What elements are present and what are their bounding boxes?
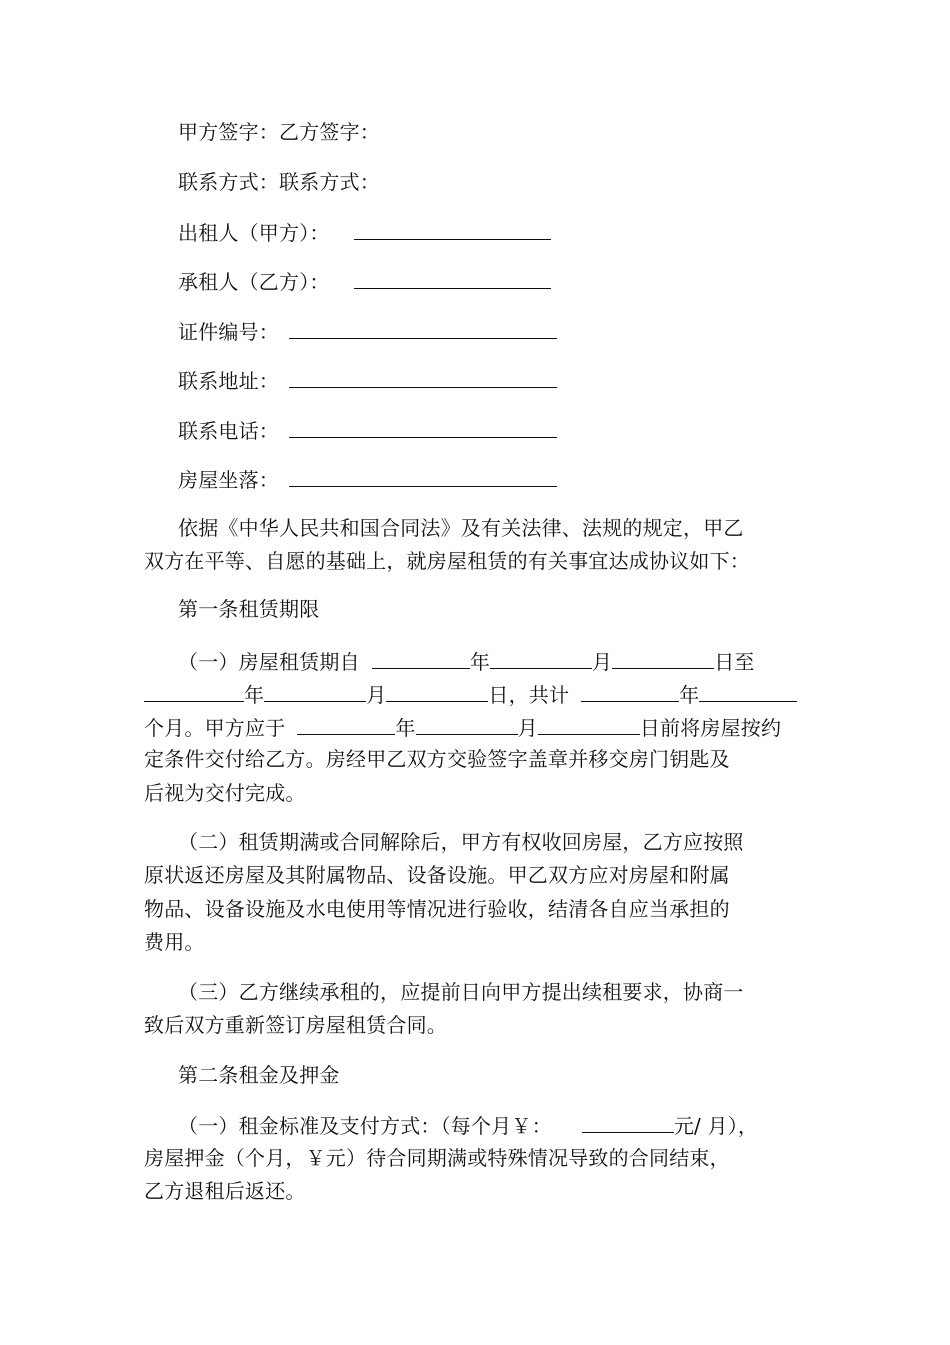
a2c1-l3-text: 乙方退租后返还。	[144, 1179, 306, 1203]
a1c1-end-month-label: 月	[366, 683, 387, 707]
preamble-text-2: 双方在平等、自愿的基础上，就房屋租赁的有关事宜达成协议如下：	[144, 549, 750, 573]
article-1-title-text: 第一条租赁期限	[178, 597, 320, 621]
a1c1-line-2	[144, 681, 797, 707]
signature-text: 甲方签字：乙方签字：	[178, 120, 380, 144]
end-month-blank[interactable]	[264, 681, 366, 702]
phone-label: 联系电话：	[178, 419, 279, 443]
a1c2-line-4	[144, 930, 205, 954]
a1c3-line-1	[178, 980, 744, 1004]
rent-amount-blank[interactable]	[582, 1112, 674, 1133]
id-field	[178, 318, 557, 344]
lessee-label: 承租人（乙方）：	[178, 270, 330, 294]
lessee-blank[interactable]	[354, 268, 551, 289]
a2c1-line-3	[144, 1179, 306, 1203]
a2c1-unit-label: 元/ 月），	[673, 1114, 759, 1138]
deliver-month-blank[interactable]	[416, 714, 518, 735]
lessor-blank[interactable]	[354, 219, 551, 240]
a1c2-line-1	[178, 830, 744, 854]
address-label: 联系地址：	[178, 369, 279, 393]
contact-line	[178, 170, 380, 194]
phone-field	[178, 417, 557, 443]
total-months-blank[interactable]	[699, 681, 797, 702]
a1c1-end-year-label: 年	[244, 683, 265, 707]
a1c1-deliver-day-label: 日前将房屋按约	[639, 716, 782, 740]
a2c1-line-1	[178, 1112, 758, 1138]
lessor-field	[178, 219, 551, 245]
a1c3-l1-text: （三）乙方继续承租的，应提前日向甲方提出续租要求，协商一	[178, 980, 744, 1004]
a1c1-day-label: 日至	[714, 650, 755, 674]
a1c1-line-3	[144, 714, 781, 740]
a1c1-total-label: 日，共计	[488, 683, 570, 707]
a1c2-l2-text: 原状返还房屋及其附属物品、设备设施。甲乙双方应对房屋和附属	[144, 863, 730, 887]
signature-line	[178, 120, 380, 144]
a1c1-l4-text: 定条件交付给乙方。房经甲乙双方交验签字盖章并移交房门钥匙及	[144, 747, 730, 771]
a1c3-l2-text: 致后双方重新签订房屋租赁合同。	[144, 1013, 447, 1037]
article-2-title-text: 第二条租金及押金	[178, 1063, 340, 1087]
lessee-field	[178, 268, 551, 294]
contact-text: 联系方式：联系方式：	[178, 170, 380, 194]
end-day-blank[interactable]	[386, 681, 488, 702]
a1c2-line-2	[144, 863, 730, 887]
a1c1-line-1	[178, 648, 755, 674]
a1c2-line-3	[144, 897, 730, 921]
a1c1-deliver-month-label: 月	[517, 716, 538, 740]
a2c1-l1-text: （一）租金标准及支付方式：（每个月￥：	[178, 1114, 552, 1138]
a2c1-line-2	[144, 1146, 730, 1170]
phone-blank[interactable]	[289, 417, 557, 438]
a1c2-l1-text: （二）租赁期满或合同解除后，甲方有权收回房屋，乙方应按照	[178, 830, 744, 854]
a1c1-l1-text: （一）房屋租赁期自	[178, 650, 360, 674]
a1c1-year-label: 年	[469, 650, 491, 674]
location-label: 房屋坐落：	[178, 468, 279, 492]
deliver-year-blank[interactable]	[297, 714, 395, 735]
preamble-line-1	[178, 516, 744, 540]
address-field	[178, 367, 557, 393]
a1c1-line-5	[144, 781, 306, 805]
total-years-blank[interactable]	[581, 681, 679, 702]
location-field	[178, 466, 557, 492]
a1c3-line-2	[144, 1013, 447, 1037]
id-label: 证件编号：	[178, 320, 279, 344]
a1c1-total-year-label: 年	[679, 683, 700, 707]
preamble-line-2	[144, 549, 750, 573]
id-blank[interactable]	[289, 318, 557, 339]
start-month-blank[interactable]	[490, 648, 592, 669]
preamble-text-1: 依据《中华人民共和国合同法》及有关法律、法规的规定，甲乙	[178, 516, 744, 540]
start-year-blank[interactable]	[372, 648, 470, 669]
end-year-blank[interactable]	[144, 681, 244, 702]
a2c1-l2-text: 房屋押金（个月，￥元）待合同期满或特殊情况导致的合同结束，	[144, 1146, 730, 1170]
a1c2-l3-text: 物品、设备设施及水电使用等情况进行验收，结清各自应当承担的	[144, 897, 730, 921]
lessor-label: 出租人（甲方）：	[178, 221, 330, 245]
a1c1-month-label: 月	[592, 650, 613, 674]
address-blank[interactable]	[289, 367, 557, 388]
article-1-title	[178, 597, 319, 621]
a1c2-l4-text: 费用。	[144, 930, 205, 954]
start-day-blank[interactable]	[612, 648, 714, 669]
a1c1-l5-text: 后视为交付完成。	[144, 781, 306, 805]
location-blank[interactable]	[289, 466, 557, 487]
a1c1-line-4	[144, 747, 730, 771]
a1c1-deliver-year-label: 年	[395, 716, 416, 740]
deliver-day-blank[interactable]	[538, 714, 640, 735]
a1c1-l3-text: 个月。甲方应于	[144, 716, 286, 740]
article-2-title	[178, 1063, 340, 1087]
